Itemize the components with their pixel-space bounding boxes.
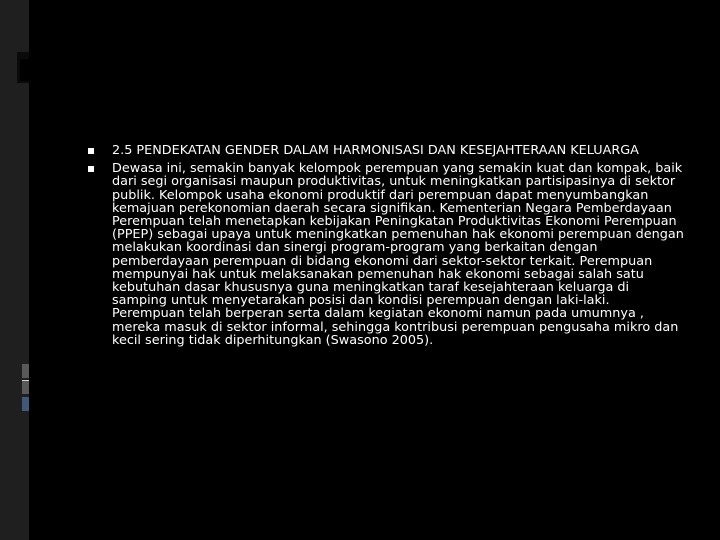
decor-line-white [22,380,29,381]
square-bullet-icon [88,148,94,154]
bullet-paragraph [88,162,686,347]
decor-block-gray-top [22,364,29,378]
decor-block-gray-bottom [22,380,29,394]
square-bullet-icon [88,166,94,172]
bullet-heading [88,144,686,157]
body-paragraph: Dewasa ini, semakin banyak kelompok perempuan yang semakin kuat dan kompak, baik dari segi organisasi maupun produktivitas, untuk meningkatkan partisipasinya di sektor publik. Kelompok usaha ekonomi produktif dari perempuan dapat menyumbangkan kemajuan perekonomian daerah secara signifikan. Kementerian Negara Pemberdayaan Perempuan telah menetapkan kebijakan Peningkatan Produktivitas Ekonomi Perempuan (PPEP) sebagai upaya untuk meningkatkan pemenuhan hak ekonomi perempuan dengan melakukan koordinasi dan sinergi program-program yang berkaitan dengan pemberdayaan perempuan di bidang ekonomi dari sektor-sektor terkait. Perempuan mempunyai hak untuk melaksanakan pemenuhan hak ekonomi sebagai salah satu kebutuhan dasar khususnya guna meningkatkan taraf kesejahteraan keluarga di samping untuk menyetarakan posisi dan kondisi perempuan dengan laki-laki. Perempuan telah berperan serta dalam kegiatan ekonomi namun pada umumnya , mereka masuk di sektor informal, sehingga kontribusi perempuan pengusaha mikro dan kecil sering tidak diperhitungkan (Swasono 2005). [112,161,684,348]
section-heading: 2.5 PENDEKATAN GENDER DALAM HARMONISASI DAN KESEJAHTERAAN KELUARGA [112,143,639,158]
decor-block-black [20,59,29,81]
decor-block-blue [22,397,29,411]
slide-content [88,144,686,352]
